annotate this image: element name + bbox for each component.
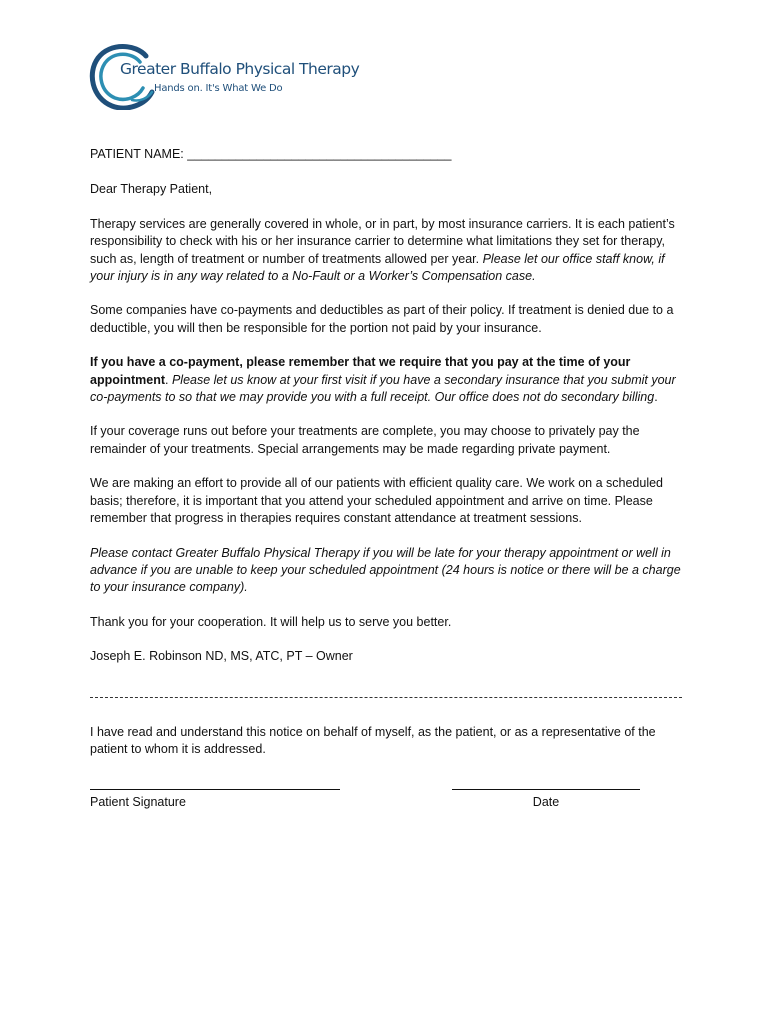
patient-name-line: [90, 146, 690, 163]
paragraph-attendance: We are making an effort to provide all of our patients with efficient quality care. We work on a scheduled basis; therefore, it is important that you attend your scheduled appointment and arrive on time. Please remember that progress in therapies requires constant attendance at treatment sessions.: [90, 476, 663, 526]
date-block: [452, 778, 640, 811]
acknowledgement-section: [90, 724, 690, 759]
patient-signature-label: Patient Signature: [90, 795, 186, 809]
paragraph-italic-text: Please let us know at your first visit if you have a secondary insurance that you submit your co-payments to so that we may provide you with a full receipt. Our office does not do secondary billing: [90, 372, 676, 405]
paragraph-coverage-runs-out: If your coverage runs out before your treatments are complete, you may choose to privately pay the remainder of your treatments. Special arrangements may be made regarding private payment.: [90, 424, 640, 456]
paragraph-italic-text: Please let our office staff know, if your injury is in any way related to a No-Fault or a Worker’s Compensation case.: [90, 251, 665, 284]
paragraph-text: .: [165, 372, 172, 387]
acknowledgement-text: I have read and understand this notice on behalf of myself, as the patient, or as a representative of the patient to whom it is addressed.: [90, 725, 656, 757]
logo-tagline: Hands on. It's What We Do: [154, 83, 283, 94]
patient-signature-line[interactable]: [90, 778, 340, 790]
paragraph-text: Therapy services are generally covered in whole, or in part, by most insurance carriers. It is each patient’s responsibility to check with his or her insurance carrier to determine what limitations they set for therapy, such as, length of treatment or number of treatments allowed per year.: [90, 216, 675, 266]
date-line[interactable]: [452, 778, 640, 790]
patient-name-label: PATIENT NAME:: [90, 147, 184, 161]
company-logo: [88, 42, 360, 112]
paragraph-text: .: [654, 390, 658, 405]
date-label: Date: [532, 795, 560, 809]
dashed-cut-line: [90, 697, 682, 698]
logo-title: Greater Buffalo Physical Therapy: [120, 60, 360, 78]
paragraph-copayments-deductibles: Some companies have co-payments and deductibles as part of their policy. If treatment is denied due to a deductible, you will then be responsible for the portion not paid by your insurance.: [90, 303, 674, 335]
paragraph-late-cancellation: Please contact Greater Buffalo Physical Therapy if you will be late for your therapy appointment or well in advance if you are unable to keep your scheduled appointment (24 hours is notice or there will be a charge to your insurance company).: [90, 545, 681, 595]
patient-name-blank[interactable]: ______________________________________: [187, 147, 452, 161]
salutation: Dear Therapy Patient,: [90, 182, 213, 197]
paragraph-insurance-coverage: [90, 216, 690, 286]
paragraph-bold-text: If you have a co-payment, please remember that we require that you pay at the time of your appointment: [90, 355, 631, 387]
paragraph-copayment-policy: [90, 354, 690, 406]
letter-body: [90, 146, 690, 666]
owner-signature-name: Joseph E. Robinson ND, MS, ATC, PT – Owner: [90, 649, 353, 664]
paragraph-thank-you: Thank you for your cooperation. It will help us to serve you better.: [90, 614, 452, 629]
patient-signature-block: [90, 778, 340, 811]
